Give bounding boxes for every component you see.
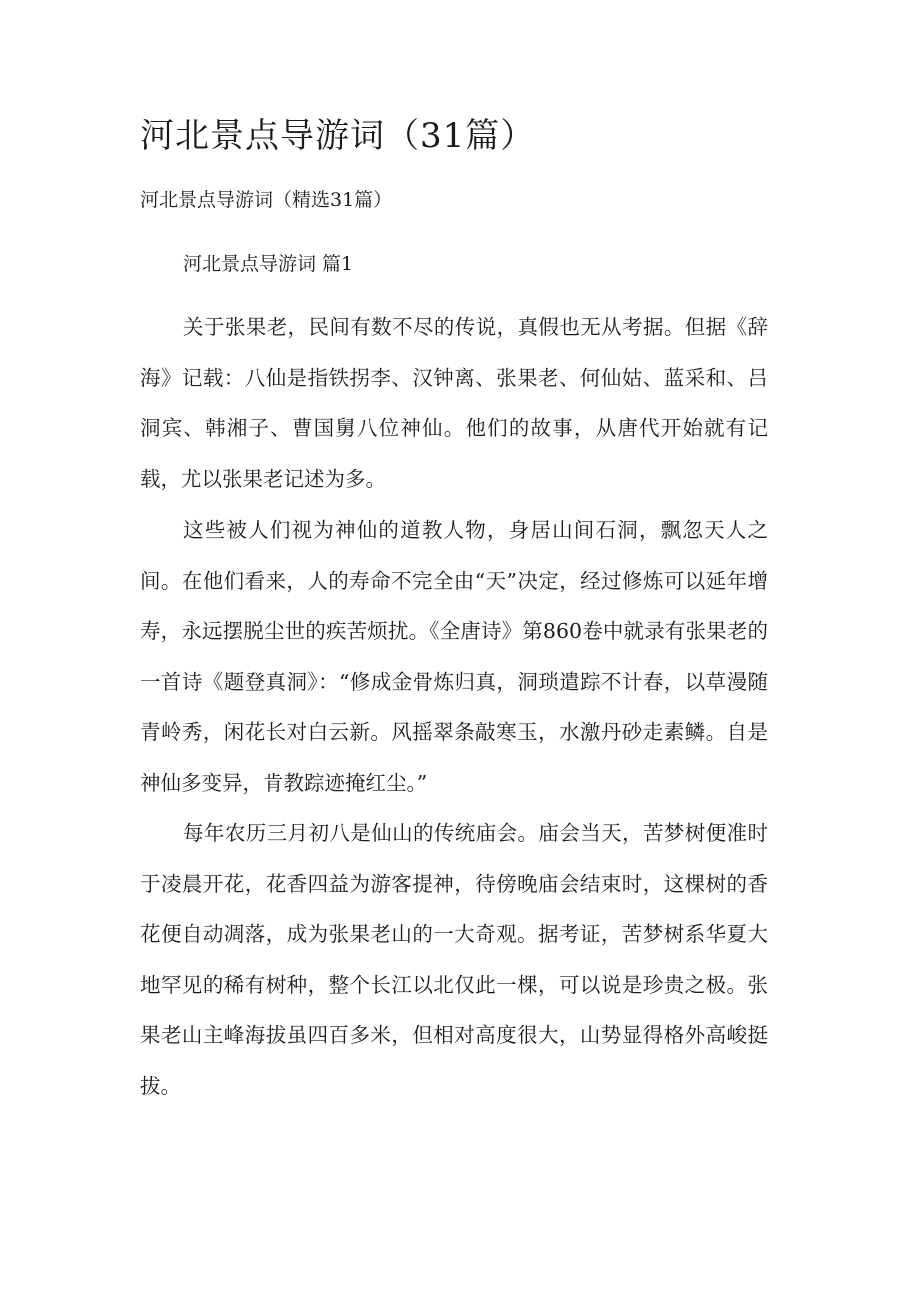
document-title: 河北景点导游词（31篇） [140,116,536,156]
body-paragraph: 这些被人们视为神仙的道教人物，身居山间石洞，飘忽天人之间。在他们看来，人的寿命不完全由“天”决定，经过修炼可以延年增寿，永远摆脱尘世的疾苦烦扰。《全唐诗》第860卷中就录有张果老的一首诗《题登真洞》：“修成金骨炼归真，洞琐遣踪不计春，以草漫随青岭秀，闲花长对白云新。风摇翠条敲寒玉，水激丹砂走素鳞。自是神仙多变异，肯教踪迹掩红尘。” [140,518,768,795]
body-paragraph: 关于张果老，民间有数不尽的传说，真假也无从考据。但据《辞海》记载：八仙是指铁拐李、汉钟离、张果老、何仙姑、蓝采和、吕洞宾、韩湘子、曹国舅八位神仙。他们的故事，从唐代开始就有记载，尤以张果老记述为多。 [140,315,768,491]
document-subtitle: 河北景点导游词（精选31篇） [140,189,393,211]
body-paragraph: 每年农历三月初八是仙山的传统庙会。庙会当天，苦梦树便准时于凌晨开花，花香四益为游客提神，待傍晚庙会结束时，这棵树的香花便自动凋落，成为张果老山的一大奇观。据考证，苦梦树系华夏大地罕见的稀有树种，整个长江以北仅此一棵，可以说是珍贵之极。张果老山主峰海拔虽四百多米，但相对高度很大，山势显得格外高峻挺拔。 [140,821,768,1098]
section-heading: 河北景点导游词 篇1 [183,253,354,275]
